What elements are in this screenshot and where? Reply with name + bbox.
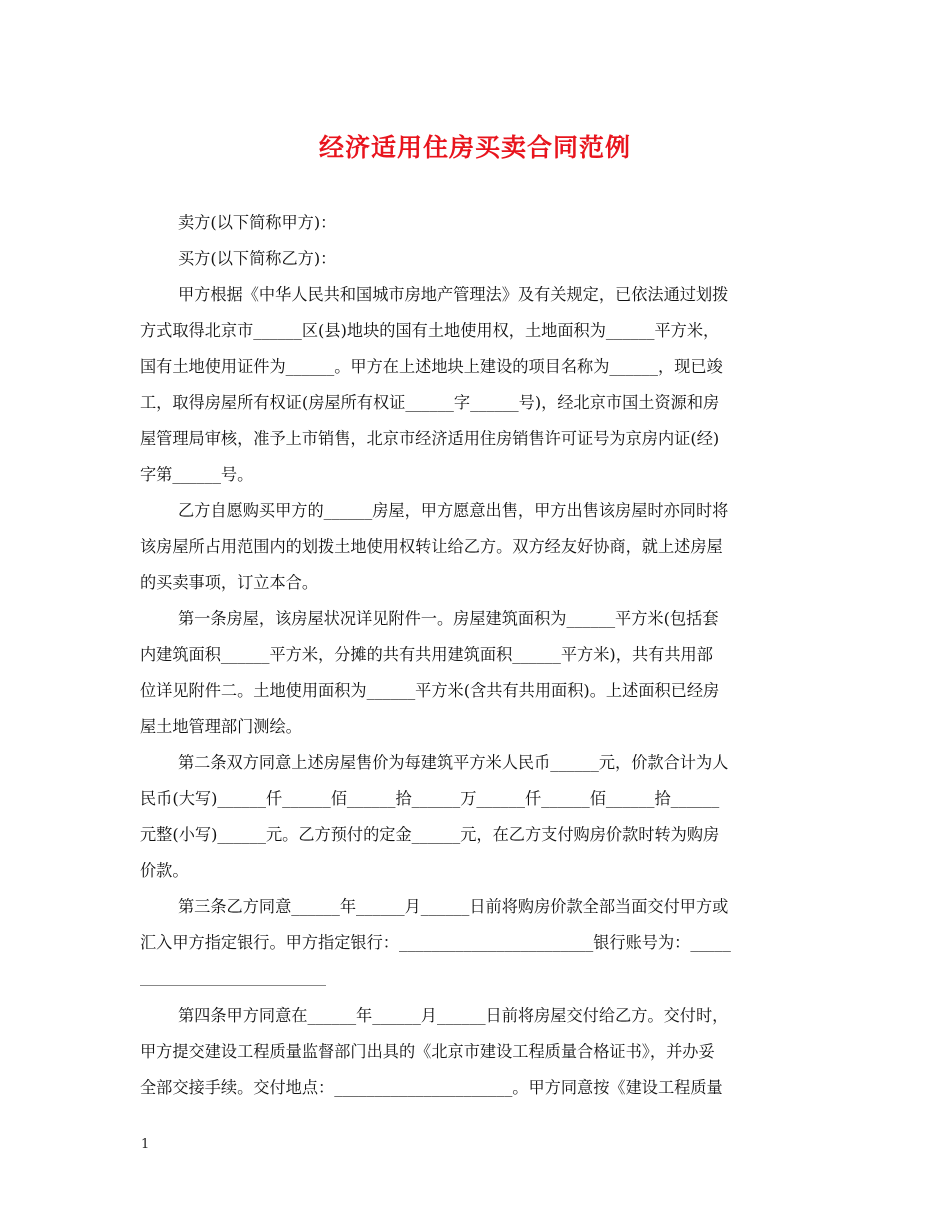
document-line: 汇入甲方指定银行。甲方指定银行：________________________银行账号为：_____ bbox=[140, 933, 731, 952]
document-line: 民币(大写)______仟______佰______拾______万______仟______佰______拾______ bbox=[140, 789, 720, 808]
document-line: 第一条房屋，该房屋状况详见附件一。房屋建筑面积为______平方米(包括套 bbox=[178, 609, 719, 628]
document-line: 价款。 bbox=[140, 861, 189, 880]
document-line: 字第______号。 bbox=[140, 465, 254, 484]
document-line: 屋土地管理部门测绘。 bbox=[140, 717, 302, 736]
document-line: 甲方提交建设工程质量监督部门出具的《北京市建设工程质量合格证书》，并办妥 bbox=[140, 1042, 715, 1061]
document-line: 元整(小写)______元。乙方预付的定金______元，在乙方支付购房价款时转为购房 bbox=[140, 825, 720, 844]
document-line: 工，取得房屋所有权证(房屋所有权证______字______号)，经北京市国土资源和房 bbox=[140, 393, 720, 412]
document-line: 第二条双方同意上述房屋售价为每建筑平方米人民币______元，价款合计为人 bbox=[178, 753, 729, 772]
document-line: 第三条乙方同意______年______月______日前将购房价款全部当面交付甲方或 bbox=[178, 897, 729, 916]
document-line: 该房屋所占用范围内的划拨土地使用权转让给乙方。双方经友好协商，就上述房屋 bbox=[140, 537, 723, 556]
document-line: 屋管理局审核，准予上市销售，北京市经济适用住房销售许可证号为京房内证(经) bbox=[140, 429, 720, 448]
document-line: 国有土地使用证件为______。甲方在上述地块上建设的项目名称为______，现已竣 bbox=[140, 357, 723, 376]
document-title: 经济适用住房买卖合同范例 bbox=[318, 133, 631, 162]
document-line: 位详见附件二。土地使用面积为______平方米(含共有共用面积)。上述面积已经房 bbox=[140, 681, 720, 700]
document-line: 的买卖事项，订立本合。 bbox=[140, 573, 319, 592]
document-line: 方式取得北京市______区(县)地块的国有土地使用权，土地面积为______平方米， bbox=[140, 321, 720, 340]
document-body bbox=[140, 205, 812, 1106]
document-line: 买方(以下简称乙方)： bbox=[178, 249, 337, 268]
document-line: 卖方(以下简称甲方)： bbox=[178, 213, 337, 232]
document-line: 甲方根据《中华人民共和国城市房地产管理法》及有关规定，已依法通过划拨 bbox=[178, 285, 729, 304]
page-number: 1 bbox=[141, 1137, 150, 1152]
document-line: 内建筑面积______平方米，分摊的共有共用建筑面积______平方米)，共有共用部 bbox=[140, 645, 713, 664]
document-line: 第四条甲方同意在______年______月______日前将房屋交付给乙方。交付时， bbox=[178, 1006, 729, 1025]
blank-fill-rule bbox=[140, 961, 326, 986]
document-line: 乙方自愿购买甲方的______房屋，甲方愿意出售，甲方出售该房屋时亦同时将 bbox=[178, 501, 729, 520]
document-line: 全部交接手续。交付地点：______________________。甲方同意按《建设工程质量 bbox=[140, 1078, 723, 1097]
